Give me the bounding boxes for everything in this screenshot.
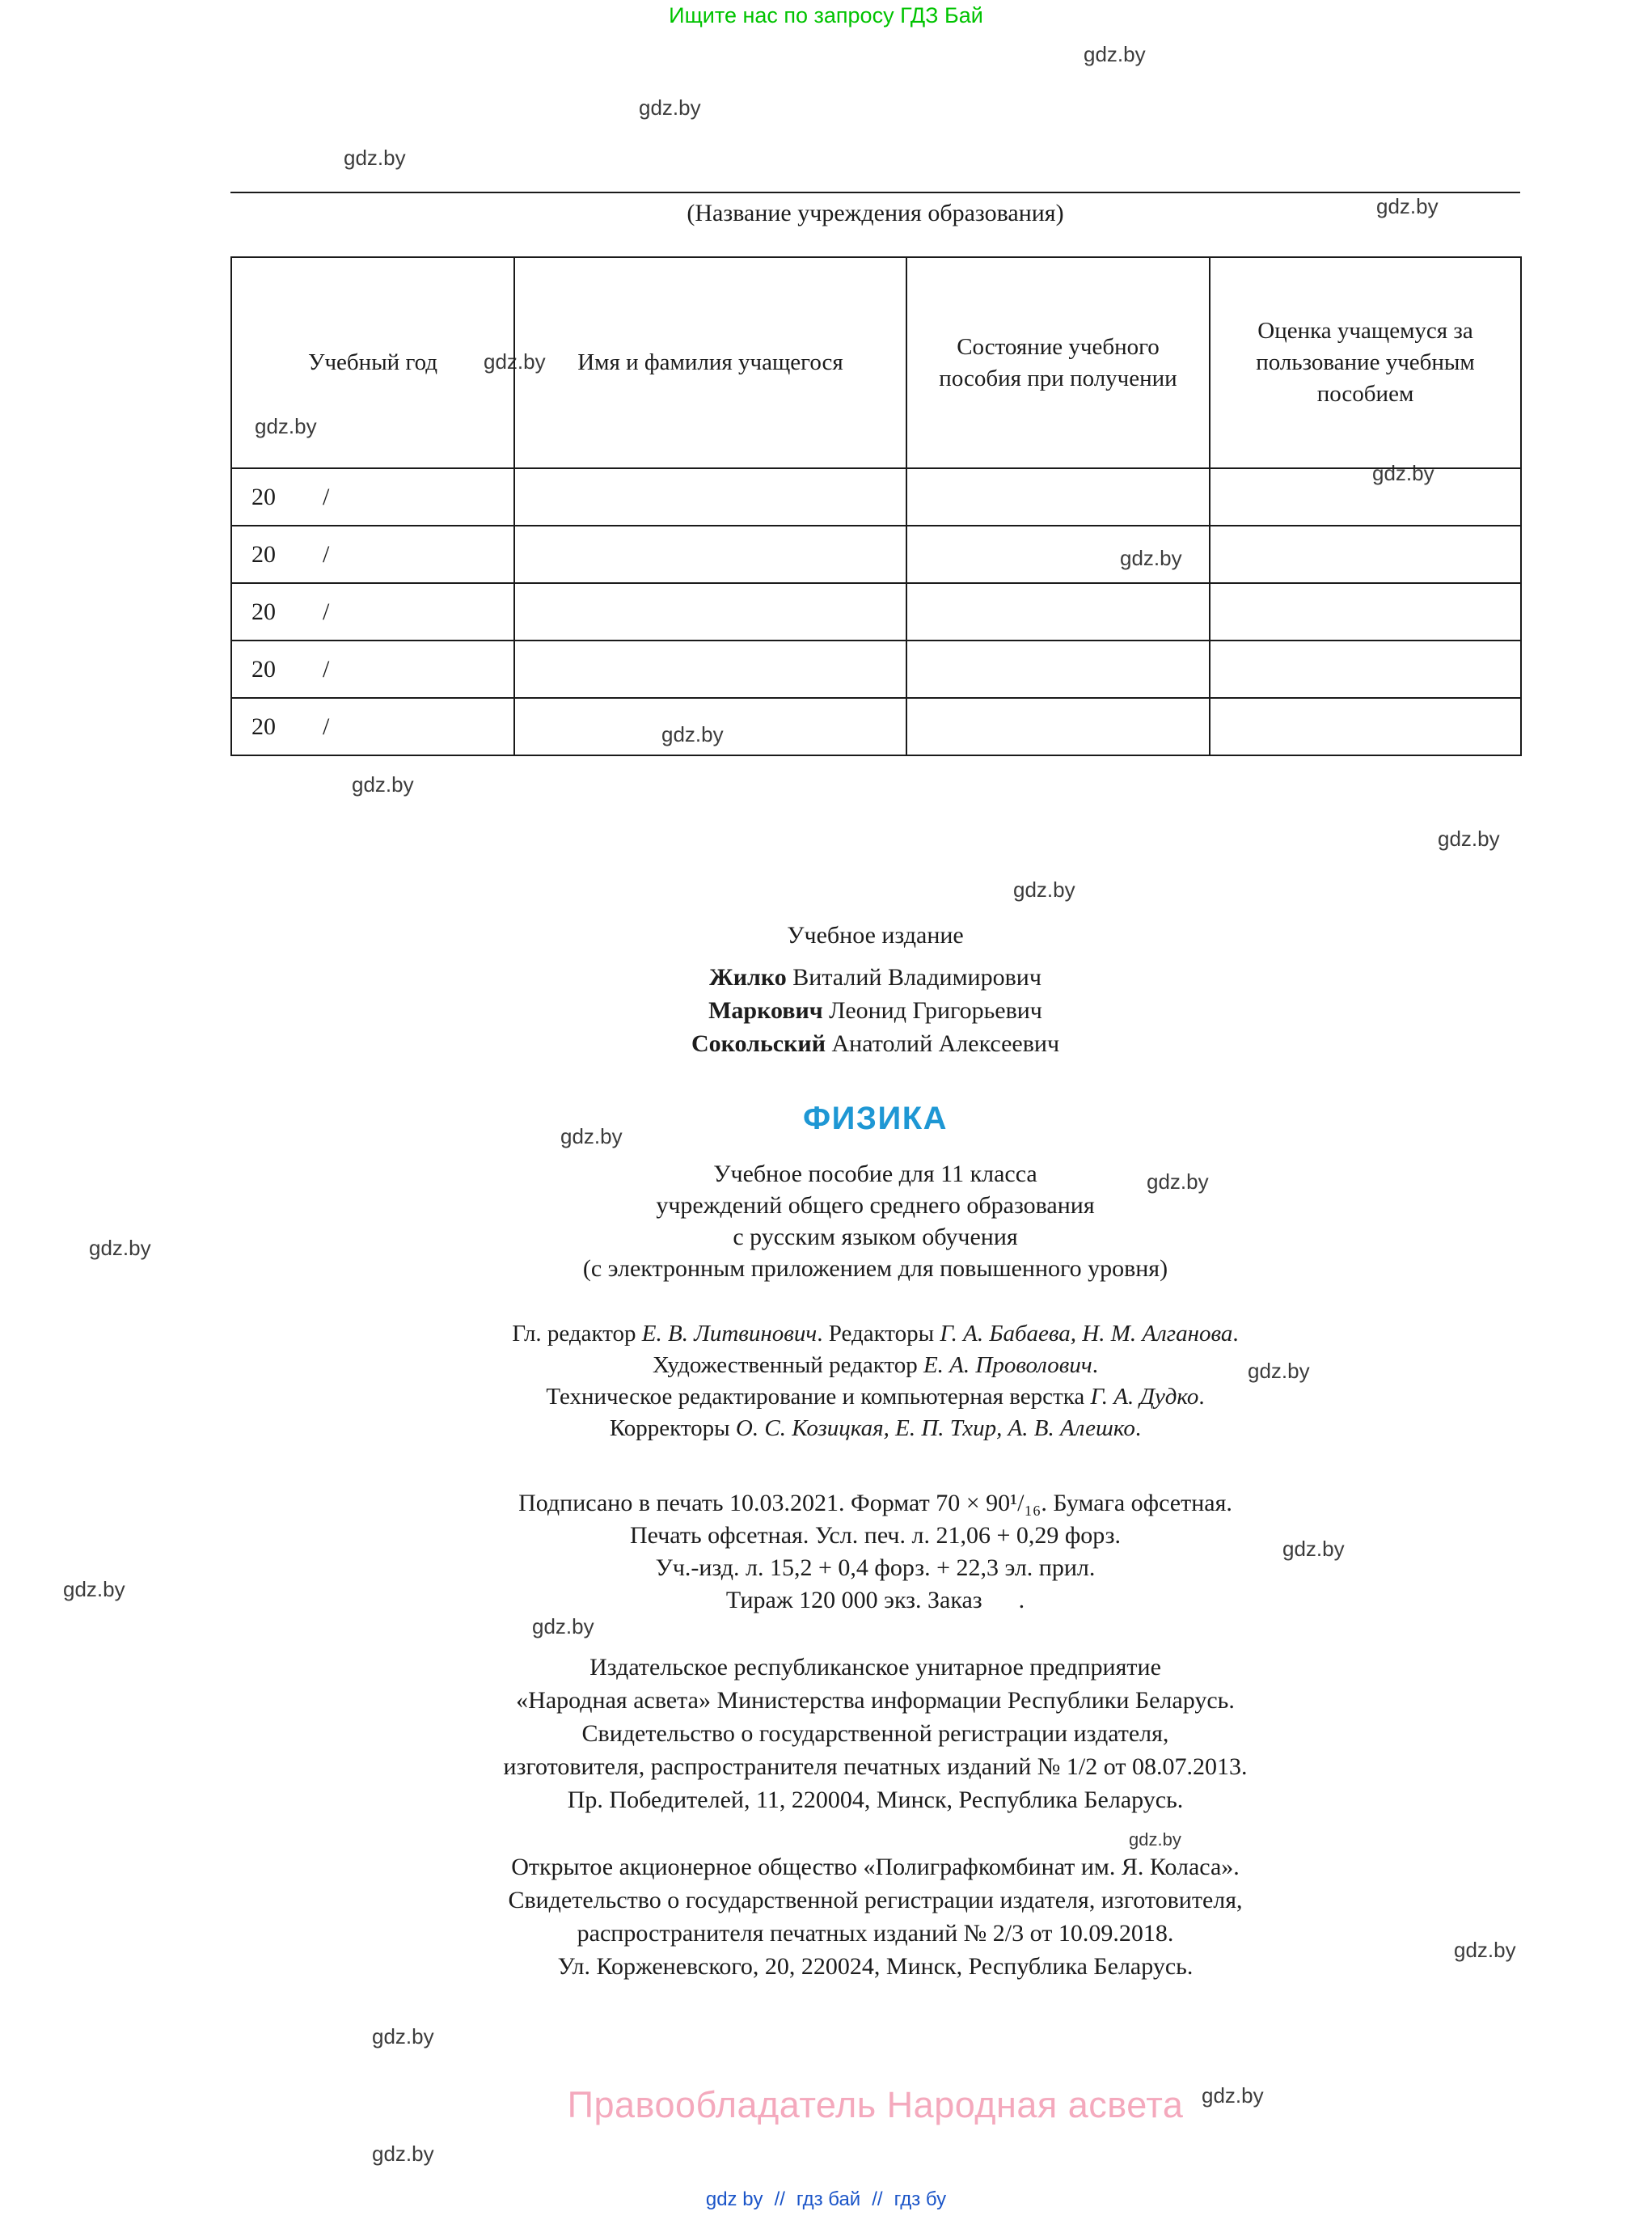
gdz-watermark: gdz.by [1372,461,1434,485]
gdz-watermark: gdz.by [372,2024,434,2049]
year-cell: 20 / [231,526,514,583]
gdz-watermark: gdz.by [560,1124,623,1148]
gdz-watermark: gdz.by [1248,1359,1310,1383]
author-line: Маркович Леонид Григорьевич [708,997,1042,1024]
subtitle-line: учреждений общего среднего образования [656,1192,1095,1219]
gdz-watermark: gdz.by [1084,42,1146,66]
empty-cell [1210,583,1521,641]
printer-line: Свидетельство о государственной регистрации издателя, изготовителя, [508,1887,1243,1913]
subtitle-block [230,1158,1520,1284]
credits-line: Корректоры О. С. Козицкая, Е. П. Тхир, А. В. Алешко. [609,1415,1142,1441]
gdz-watermark: gdz.by [344,146,406,170]
promo-banner: Ищите нас по запросу ГДЗ Бай [669,3,983,27]
empty-cell [906,698,1210,755]
book-title: ФИЗИКА [803,1101,948,1136]
publisher-block [230,1651,1520,1816]
footer-link-gdz-bai[interactable]: гдз бай [796,2188,861,2210]
credits-line: Техническое редактирование и компьютерная верстка Г. А. Дудко. [546,1384,1205,1410]
gdz-watermark: gdz.by [352,772,414,797]
empty-cell [906,526,1210,583]
gdz-watermark: gdz.by [1129,1829,1181,1850]
subtitle-line: Учебное пособие для 11 класса [713,1161,1037,1187]
table-header-row [231,257,1521,468]
empty-cell [906,641,1210,698]
page-content [230,0,1520,2126]
gdz-watermark: gdz.by [1282,1537,1345,1561]
empty-cell [1210,641,1521,698]
gdz-watermark: gdz.by [255,414,317,438]
empty-cell [514,698,906,755]
print-info-block [230,1487,1520,1617]
gdz-watermark: gdz.by [372,2142,434,2166]
gdz-watermark: gdz.by [1120,546,1182,570]
printer-line: Открытое акционерное общество «Полиграфкомбинат им. Я. Коласа». [511,1854,1240,1880]
gdz-watermark: gdz.by [484,349,546,374]
publisher-line: Свидетельство о государственной регистрации издателя, [581,1720,1169,1747]
author-line: Сокольский Анатолий Алексеевич [691,1030,1060,1057]
col-header-student-name: Имя и фамилия учащегося [514,257,906,468]
empty-cell [906,583,1210,641]
institution-fill-line [230,192,1520,193]
subtitle-line: (с электронным приложением для повышенного уровня) [582,1255,1168,1282]
col-header-school-year: Учебный год [231,257,514,468]
gdz-watermark: gdz.by [89,1236,151,1260]
table-row [231,698,1521,755]
book-registration-table [230,256,1522,756]
table-row [231,468,1521,526]
credits-block [230,1318,1520,1444]
footer-separator: // [872,2188,883,2210]
publisher-line: изготовителя, распространителя печатных изданий № 1/2 от 08.07.2013. [503,1753,1248,1780]
year-cell: 20 / [231,641,514,698]
year-cell: 20 / [231,468,514,526]
footer-separator: // [774,2188,785,2210]
col-header-grade: Оценка учащемуся за пользование учебным пособием [1210,257,1521,468]
gdz-watermark: gdz.by [661,722,724,746]
credits-line: Художественный редактор Е. А. Проволович. [653,1352,1098,1378]
edition-label: Учебное издание [787,922,964,949]
empty-cell [906,468,1210,526]
gdz-watermark: gdz.by [1202,2083,1264,2108]
empty-cell [514,526,906,583]
institution-caption: (Название учреждения образования) [687,200,1064,226]
footer-links [0,2188,1652,2211]
author-line: Жилко Виталий Владимирович [709,964,1041,991]
printer-line: распространителя печатных изданий № 2/3 от 10.09.2018. [577,1920,1174,1947]
print-info-line: Печать офсетная. Усл. печ. л. 21,06 + 0,29 форз. [629,1522,1122,1549]
year-cell: 20 / [231,583,514,641]
gdz-watermark: gdz.by [63,1577,125,1601]
publisher-line: Пр. Победителей, 11, 220004, Минск, Республика Беларусь. [567,1786,1184,1813]
gdz-watermark: gdz.by [1438,827,1500,851]
gdz-watermark: gdz.by [1376,194,1439,218]
gdz-watermark: gdz.by [1147,1169,1209,1194]
print-info-line: Подписано в печать 10.03.2021. Формат 70 × 90¹/₁₆. Бумага офсетная. [518,1490,1232,1516]
table-row [231,526,1521,583]
table-row [231,641,1521,698]
footer-link-gdz-bu[interactable]: гдз бу [894,2188,947,2210]
footer-link-gdz-by[interactable]: gdz by [705,2188,763,2210]
empty-cell [1210,526,1521,583]
subtitle-line: с русским языком обучения [733,1224,1018,1250]
authors-block [230,961,1520,1060]
col-header-condition: Состояние учебного пособия при получении [906,257,1210,468]
credits-line: Гл. редактор Е. В. Литвинович. Редакторы Г. А. Бабаева, Н. М. Алганова. [512,1321,1239,1347]
publisher-line: Издательское республиканское унитарное предприятие [589,1654,1161,1681]
print-info-line: Уч.-изд. л. 15,2 + 0,4 форз. + 22,3 эл. прил. [655,1554,1096,1581]
copyright-notice: Правообладатель Народная асвета [567,2084,1184,2125]
gdz-watermark: gdz.by [1454,1938,1516,1962]
printer-line: Ул. Корженевского, 20, 220024, Минск, Республика Беларусь. [557,1953,1194,1980]
empty-cell [1210,468,1521,526]
empty-cell [514,468,906,526]
gdz-watermark: gdz.by [532,1614,594,1638]
printer-block [230,1850,1520,1983]
table-row [231,583,1521,641]
empty-cell [514,641,906,698]
gdz-watermark: gdz.by [639,95,701,120]
empty-cell [514,583,906,641]
print-info-line: Тираж 120 000 экз. Заказ . [725,1587,1025,1613]
publisher-line: «Народная асвета» Министерства информации Республики Беларусь. [516,1687,1235,1714]
year-cell: 20 / [231,698,514,755]
gdz-watermark: gdz.by [1013,877,1075,902]
empty-cell [1210,698,1521,755]
